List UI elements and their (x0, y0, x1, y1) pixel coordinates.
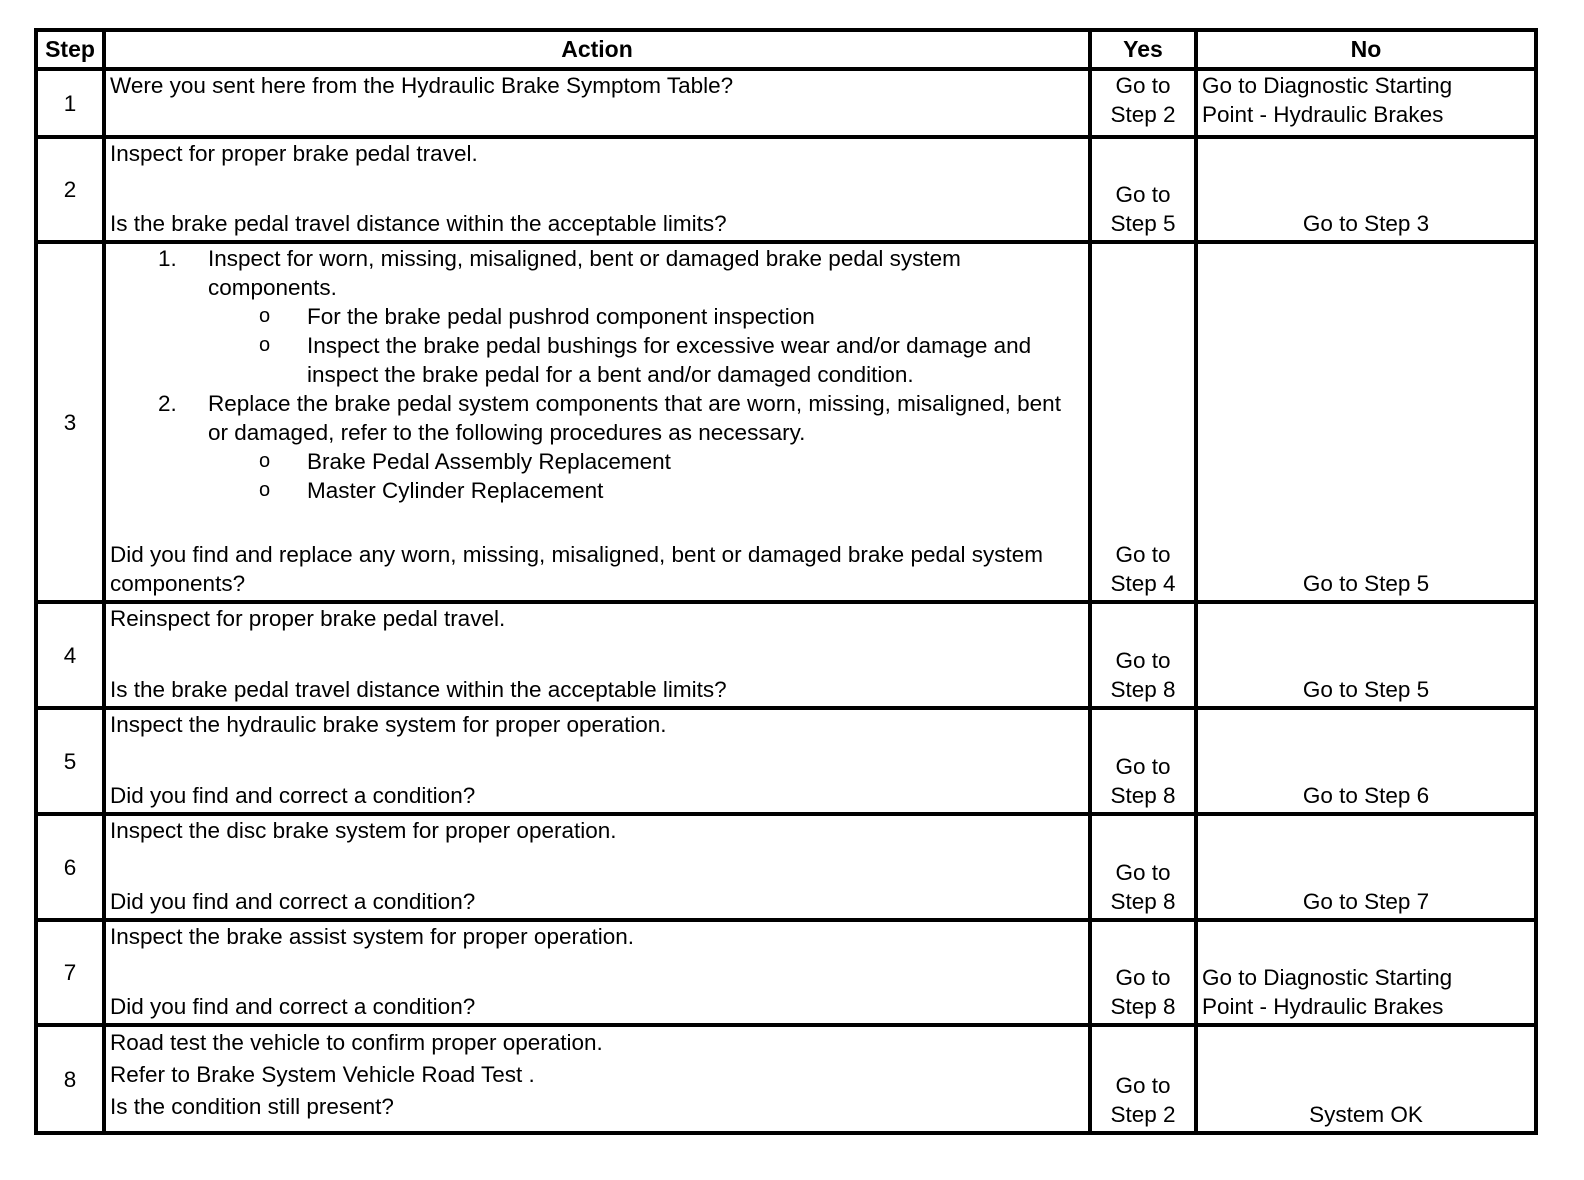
no-cell (1196, 920, 1536, 1025)
action-question: Did you find and replace any worn, missing, misaligned, bent or damaged brake pedal system components? (110, 542, 1044, 596)
diagnostic-table (34, 28, 1538, 1135)
no-line: Go to Diagnostic Starting (1202, 965, 1453, 990)
yes-line: Step 8 (1110, 889, 1176, 914)
header-step: Step (36, 30, 104, 69)
yes-cell (1090, 708, 1196, 814)
procedure-text: Inspect for worn, missing, misaligned, bent or damaged brake pedal system components. (208, 246, 961, 300)
sub-item-text: Master Cylinder Replacement (307, 478, 604, 503)
action-cell (104, 242, 1090, 602)
action-question: Did you find and correct a condition? (110, 994, 476, 1019)
no-line: Go to Step 3 (1302, 211, 1430, 236)
no-line: Go to Step 6 (1302, 783, 1430, 808)
header-yes: Yes (1090, 30, 1196, 69)
yes-line: Go to (1115, 965, 1171, 990)
sub-item (259, 331, 1084, 389)
action-question: Is the condition still present? (110, 1094, 394, 1119)
table-row (36, 69, 1536, 137)
yes-cell (1090, 242, 1196, 602)
action-question: Is the brake pedal travel distance within the acceptable limits? (110, 211, 727, 236)
no-line: Go to Step 7 (1302, 889, 1430, 914)
yes-line: Go to (1115, 754, 1171, 779)
action-instruction: Inspect the disc brake system for proper operation. (110, 818, 617, 843)
no-line: System OK (1309, 1102, 1423, 1127)
yes-cell (1090, 814, 1196, 920)
step-number: 7 (36, 920, 104, 1025)
procedure-list (110, 244, 1084, 505)
action-cell (104, 1025, 1090, 1133)
no-cell (1196, 137, 1536, 242)
header-action: Action (104, 30, 1090, 69)
procedure-text: Replace the brake pedal system components that are worn, missing, misaligned, bent or damaged, refer to the following procedures as necessary. (208, 391, 1061, 445)
step-number: 3 (36, 242, 104, 602)
bullet-icon: o (259, 334, 271, 356)
no-cell (1196, 602, 1536, 708)
yes-line: Step 8 (1110, 677, 1176, 702)
sub-item-text: For the brake pedal pushrod component inspection (307, 304, 815, 329)
yes-line: Go to (1115, 860, 1171, 885)
procedure-number: 2. (158, 391, 177, 416)
action-cell (104, 708, 1090, 814)
action-question: Did you find and correct a condition? (110, 889, 476, 914)
no-cell (1196, 814, 1536, 920)
action-cell (104, 137, 1090, 242)
yes-cell (1090, 137, 1196, 242)
yes-line: Go to (1115, 648, 1171, 673)
header-row (36, 30, 1536, 69)
no-cell (1196, 1025, 1536, 1133)
action-question: Did you find and correct a condition? (110, 783, 476, 808)
step-number: 8 (36, 1025, 104, 1133)
table-row (36, 242, 1536, 602)
action-cell (104, 920, 1090, 1025)
table-row (36, 1025, 1536, 1133)
no-cell (1196, 708, 1536, 814)
no-cell (1196, 242, 1536, 602)
yes-line: Step 4 (1110, 571, 1176, 596)
yes-cell (1090, 602, 1196, 708)
no-line: Go to Diagnostic Starting (1202, 73, 1453, 98)
bullet-icon: o (259, 479, 271, 501)
step-number: 6 (36, 814, 104, 920)
action-cell (104, 814, 1090, 920)
action-text: Were you sent here from the Hydraulic Brake Symptom Table? (110, 73, 734, 98)
table-row (36, 137, 1536, 242)
yes-line: Step 8 (1110, 994, 1176, 1019)
action-cell (104, 602, 1090, 708)
yes-cell (1090, 920, 1196, 1025)
yes-cell (1090, 1025, 1196, 1133)
table-row (36, 602, 1536, 708)
yes-line: Step 2 (1110, 1102, 1176, 1127)
yes-line: Go to (1115, 182, 1171, 207)
sub-item (259, 447, 1084, 476)
table-row (36, 920, 1536, 1025)
step-number: 1 (36, 69, 104, 137)
no-line: Point - Hydraulic Brakes (1202, 994, 1444, 1019)
yes-line: Step 2 (1110, 102, 1176, 127)
step-number: 4 (36, 602, 104, 708)
no-line: Point - Hydraulic Brakes (1202, 102, 1444, 127)
no-line: Go to Step 5 (1302, 571, 1430, 596)
sub-item-text: Brake Pedal Assembly Replacement (307, 449, 671, 474)
action-instruction: Inspect the hydraulic brake system for proper operation. (110, 712, 667, 737)
procedure-item (158, 244, 1084, 389)
sub-list (208, 302, 1084, 389)
no-cell (1196, 69, 1536, 137)
action-cell (104, 69, 1090, 137)
bullet-icon: o (259, 305, 271, 327)
no-line: Go to Step 5 (1302, 677, 1430, 702)
yes-line: Go to (1115, 542, 1171, 567)
action-reference: Refer to Brake System Vehicle Road Test . (110, 1062, 535, 1087)
yes-cell (1090, 69, 1196, 137)
sub-item-text: Inspect the brake pedal bushings for excessive wear and/or damage and inspect the brake pedal for a bent and/or damaged condition. (307, 333, 1032, 387)
action-instruction: Inspect for proper brake pedal travel. (110, 141, 478, 166)
table-row (36, 814, 1536, 920)
procedure-number: 1. (158, 246, 177, 271)
yes-line: Go to (1115, 1073, 1171, 1098)
procedure-item (158, 389, 1084, 505)
header-no: No (1196, 30, 1536, 69)
sub-item (259, 302, 1084, 331)
sub-item (259, 476, 1084, 505)
step-number: 5 (36, 708, 104, 814)
action-instruction: Road test the vehicle to confirm proper operation. (110, 1030, 603, 1055)
action-instruction: Reinspect for proper brake pedal travel. (110, 606, 506, 631)
yes-line: Step 8 (1110, 783, 1176, 808)
bullet-icon: o (259, 450, 271, 472)
table-row (36, 708, 1536, 814)
action-instruction: Inspect the brake assist system for proper operation. (110, 924, 635, 949)
sub-list (208, 447, 1084, 505)
yes-line: Go to (1115, 73, 1171, 98)
yes-line: Step 5 (1110, 211, 1176, 236)
step-number: 2 (36, 137, 104, 242)
action-question: Is the brake pedal travel distance within the acceptable limits? (110, 677, 727, 702)
